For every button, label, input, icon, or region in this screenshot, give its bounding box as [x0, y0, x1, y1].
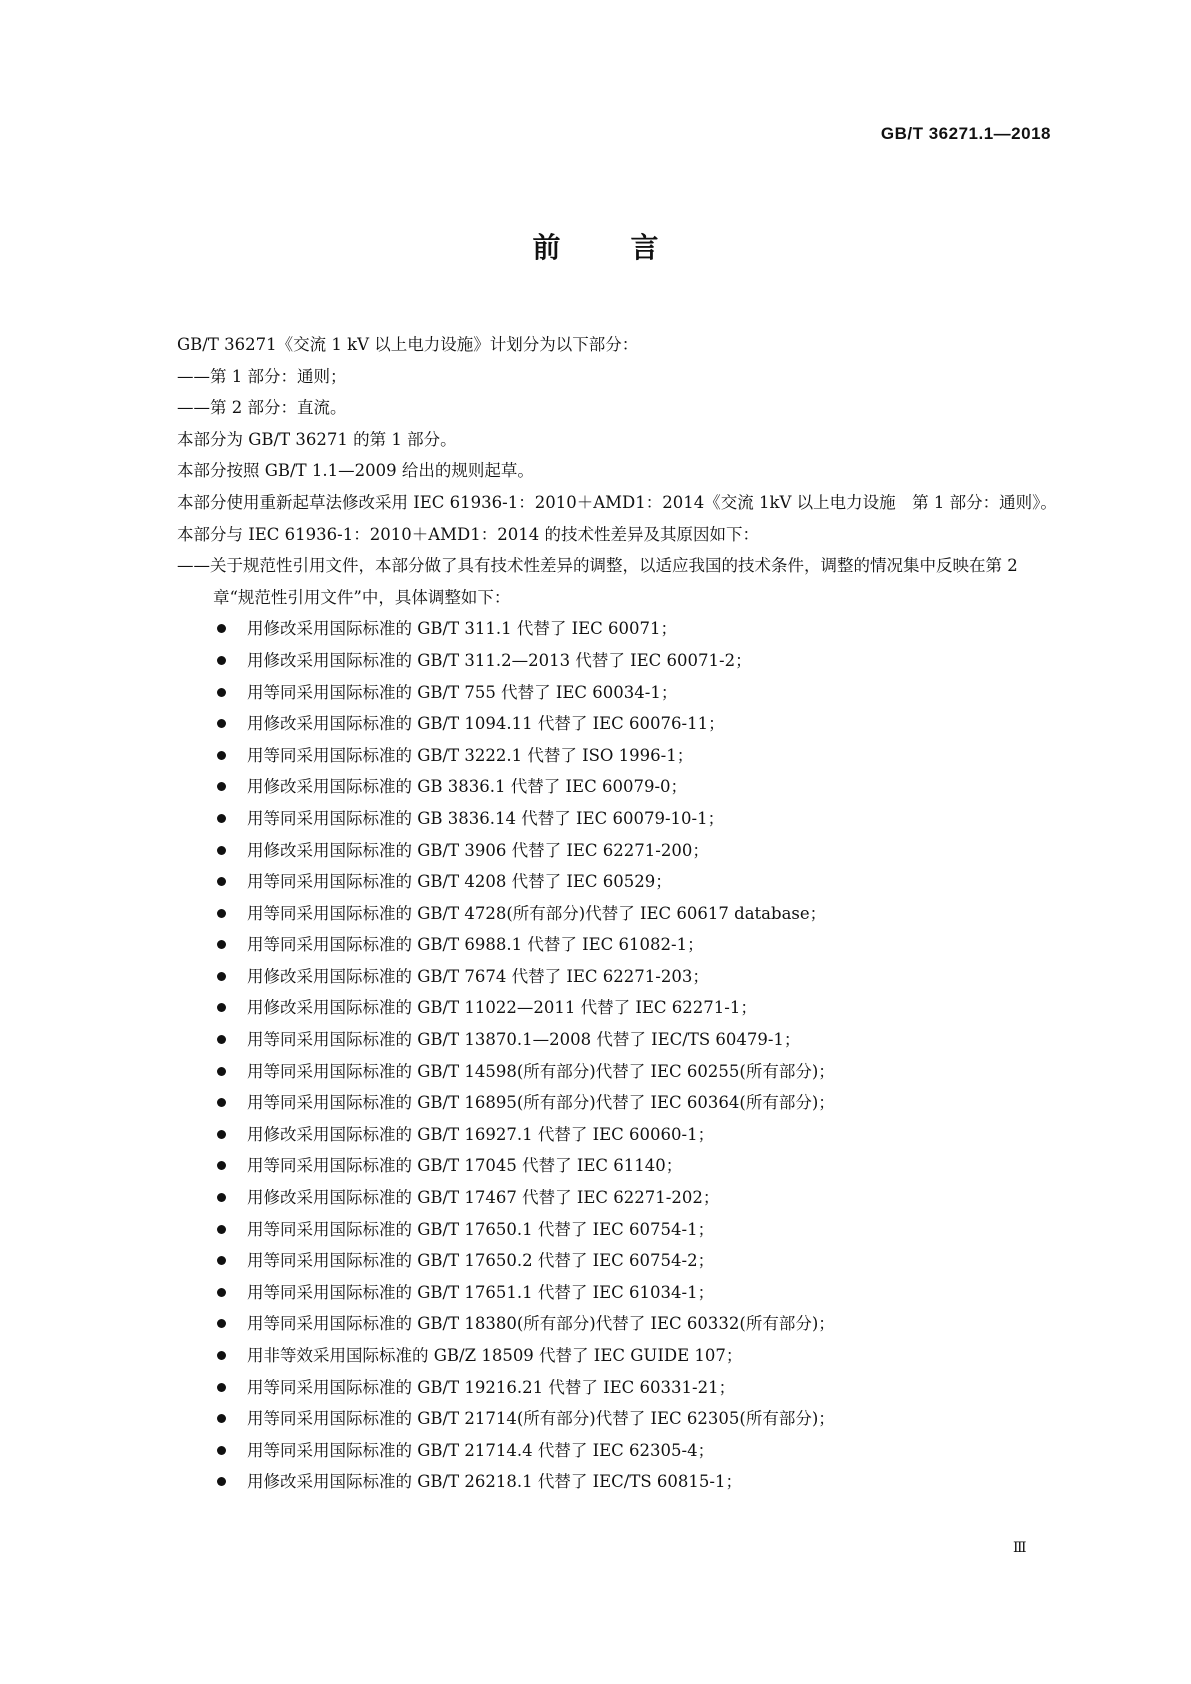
list-item-text: 用等同采用国际标准的 GB/T 17650.1 代替了 IEC 60754-1； [247, 1219, 715, 1239]
list-item-text: 用修改采用国际标准的 GB/T 311.2—2013 代替了 IEC 60071-2； [247, 650, 752, 670]
bullet-icon [217, 1383, 226, 1392]
list-item-text: 用等同采用国际标准的 GB/T 18380(所有部分)代替了 IEC 60332(所有部分)； [247, 1314, 835, 1334]
replacement-list [124, 613, 1060, 1498]
list-item [217, 645, 1060, 677]
list-item-text: 用等同采用国际标准的 GB/T 17045 代替了 IEC 61140； [247, 1156, 683, 1176]
list-item [217, 1435, 1060, 1467]
standard-number: GB/T 36271.1—2018 [880, 124, 1051, 143]
bullet-icon [217, 1003, 226, 1012]
list-item [217, 1372, 1060, 1404]
list-item [217, 1340, 1060, 1372]
bullet-icon [217, 688, 226, 697]
list-item-text: 用修改采用国际标准的 GB/T 311.1 代替了 IEC 60071； [247, 619, 678, 639]
bullet-icon [217, 1161, 226, 1170]
bullet-icon [217, 1130, 226, 1139]
list-item [217, 677, 1060, 709]
list-item [217, 1150, 1060, 1182]
list-item-text: 用等同采用国际标准的 GB/T 21714.4 代替了 IEC 62305-4； [247, 1440, 715, 1460]
bullet-icon [217, 1477, 226, 1486]
list-item [217, 898, 1060, 930]
bullet-icon [217, 1414, 226, 1423]
list-item [217, 1182, 1060, 1214]
list-item [217, 1277, 1060, 1309]
bullet-icon [217, 814, 226, 823]
list-item [217, 1403, 1060, 1435]
list-item [217, 1308, 1060, 1340]
list-item-text: 用等同采用国际标准的 GB/T 4728(所有部分)代替了 IEC 60617 database； [247, 903, 827, 923]
list-item [217, 708, 1060, 740]
list-item [217, 613, 1060, 645]
bullet-icon [217, 624, 226, 633]
dash-item-part1: ——第 1 部分：通则； [177, 366, 347, 386]
bullet-icon [217, 719, 226, 728]
bullet-icon [217, 909, 226, 918]
list-item-text: 用等同采用国际标准的 GB/T 13870.1—2008 代替了 IEC/TS 60479-1； [247, 1030, 801, 1050]
bullet-icon [217, 972, 226, 981]
bullet-icon [217, 1446, 226, 1455]
bullet-icon [217, 1319, 226, 1328]
bullet-icon [217, 1193, 226, 1202]
list-item-text: 用修改采用国际标准的 GB/T 11022—2011 代替了 IEC 62271-1； [247, 998, 757, 1018]
list-item [217, 1119, 1060, 1151]
bullet-icon [217, 1098, 226, 1107]
list-item-text: 用等同采用国际标准的 GB/T 14598(所有部分)代替了 IEC 60255(所有部分)； [247, 1061, 835, 1081]
list-item-text: 用等同采用国际标准的 GB/T 17650.2 代替了 IEC 60754-2； [247, 1251, 715, 1271]
list-item [217, 771, 1060, 803]
bullet-icon [217, 877, 226, 886]
list-item-text: 用等同采用国际标准的 GB/T 4208 代替了 IEC 60529； [247, 872, 672, 892]
drafting-rules-statement: 本部分按照 GB/T 1.1—2009 给出的规则起草。 [177, 461, 534, 481]
list-item [217, 1245, 1060, 1277]
list-item [217, 803, 1060, 835]
list-item-text: 用等同采用国际标准的 GB/T 3222.1 代替了 ISO 1996-1； [247, 745, 694, 765]
bullet-icon [217, 656, 226, 665]
list-item-text: 用修改采用国际标准的 GB 3836.1 代替了 IEC 60079-0； [247, 777, 688, 797]
bullet-icon [217, 846, 226, 855]
list-item [217, 961, 1060, 993]
bullet-icon [217, 1256, 226, 1265]
list-item-text: 用等同采用国际标准的 GB/T 755 代替了 IEC 60034-1； [247, 682, 678, 702]
adoption-statement: 本部分使用重新起草法修改采用 IEC 61936-1：2010＋AMD1：2014《交流 1kV 以上电力设施 第 1 部分：通则》。 [177, 492, 1057, 512]
bullet-icon [217, 1288, 226, 1297]
list-item-text: 用修改采用国际标准的 GB/T 7674 代替了 IEC 62271-203； [247, 966, 709, 986]
bullet-icon [217, 1225, 226, 1234]
list-item-text: 用修改采用国际标准的 GB/T 3906 代替了 IEC 62271-200； [247, 840, 709, 860]
list-item-text: 用等同采用国际标准的 GB/T 16895(所有部分)代替了 IEC 60364(所有部分)； [247, 1093, 835, 1113]
list-item [217, 740, 1060, 772]
list-item-text: 用等同采用国际标准的 GB/T 21714(所有部分)代替了 IEC 62305(所有部分)； [247, 1409, 835, 1429]
list-item [217, 1024, 1060, 1056]
bullet-icon [217, 751, 226, 760]
list-item-text: 用修改采用国际标准的 GB/T 1094.11 代替了 IEC 60076-11； [247, 714, 725, 734]
list-item-text: 用修改采用国际标准的 GB/T 26218.1 代替了 IEC/TS 60815-1； [247, 1472, 742, 1492]
list-item [217, 992, 1060, 1024]
dash-item-part2: ——第 2 部分：直流。 [177, 398, 347, 418]
part-statement: 本部分为 GB/T 36271 的第 1 部分。 [177, 429, 457, 449]
bullet-icon [217, 782, 226, 791]
list-item [217, 1466, 1060, 1498]
intro-paragraph: GB/T 36271《交流 1 kV 以上电力设施》计划分为以下部分： [177, 335, 639, 354]
list-item-text: 用修改采用国际标准的 GB/T 17467 代替了 IEC 62271-202； [247, 1188, 720, 1208]
bullet-icon [217, 1351, 226, 1360]
page-title [0, 226, 1191, 266]
list-item-text: 用等同采用国际标准的 GB/T 17651.1 代替了 IEC 61034-1； [247, 1282, 715, 1302]
list-item [217, 1056, 1060, 1088]
list-item-text: 用等同采用国际标准的 GB/T 19216.21 代替了 IEC 60331-21； [247, 1377, 736, 1397]
normative-references-dash: ——关于规范性引用文件，本部分做了具有技术性差异的调整，以适应我国的技术条件，调整的情况集中反映在第 2 章“规范性引用文件”中，具体调整如下： [177, 556, 1018, 607]
list-item [217, 835, 1060, 867]
list-item [217, 1087, 1060, 1119]
list-item-text: 用等同采用国际标准的 GB/T 6988.1 代替了 IEC 61082-1； [247, 935, 704, 955]
bullet-icon [217, 940, 226, 949]
list-item [217, 866, 1060, 898]
foreword-body [124, 329, 1060, 1498]
list-item-text: 用等同采用国际标准的 GB 3836.14 代替了 IEC 60079-10-1； [247, 808, 725, 828]
differences-statement: 本部分与 IEC 61936-1：2010＋AMD1：2014 的技术性差异及其原因如下： [177, 524, 760, 544]
list-item-text: 用修改采用国际标准的 GB/T 16927.1 代替了 IEC 60060-1； [247, 1124, 715, 1144]
list-item [217, 929, 1060, 961]
bullet-icon [217, 1035, 226, 1044]
list-item-text: 用非等效采用国际标准的 GB/Z 18509 代替了 IEC GUIDE 107； [247, 1346, 743, 1365]
page-number: Ⅲ [1013, 1540, 1026, 1556]
list-item [217, 1214, 1060, 1246]
bullet-icon [217, 1067, 226, 1076]
title-part-1: 前 [532, 231, 561, 264]
title-part-2: 言 [630, 231, 659, 264]
